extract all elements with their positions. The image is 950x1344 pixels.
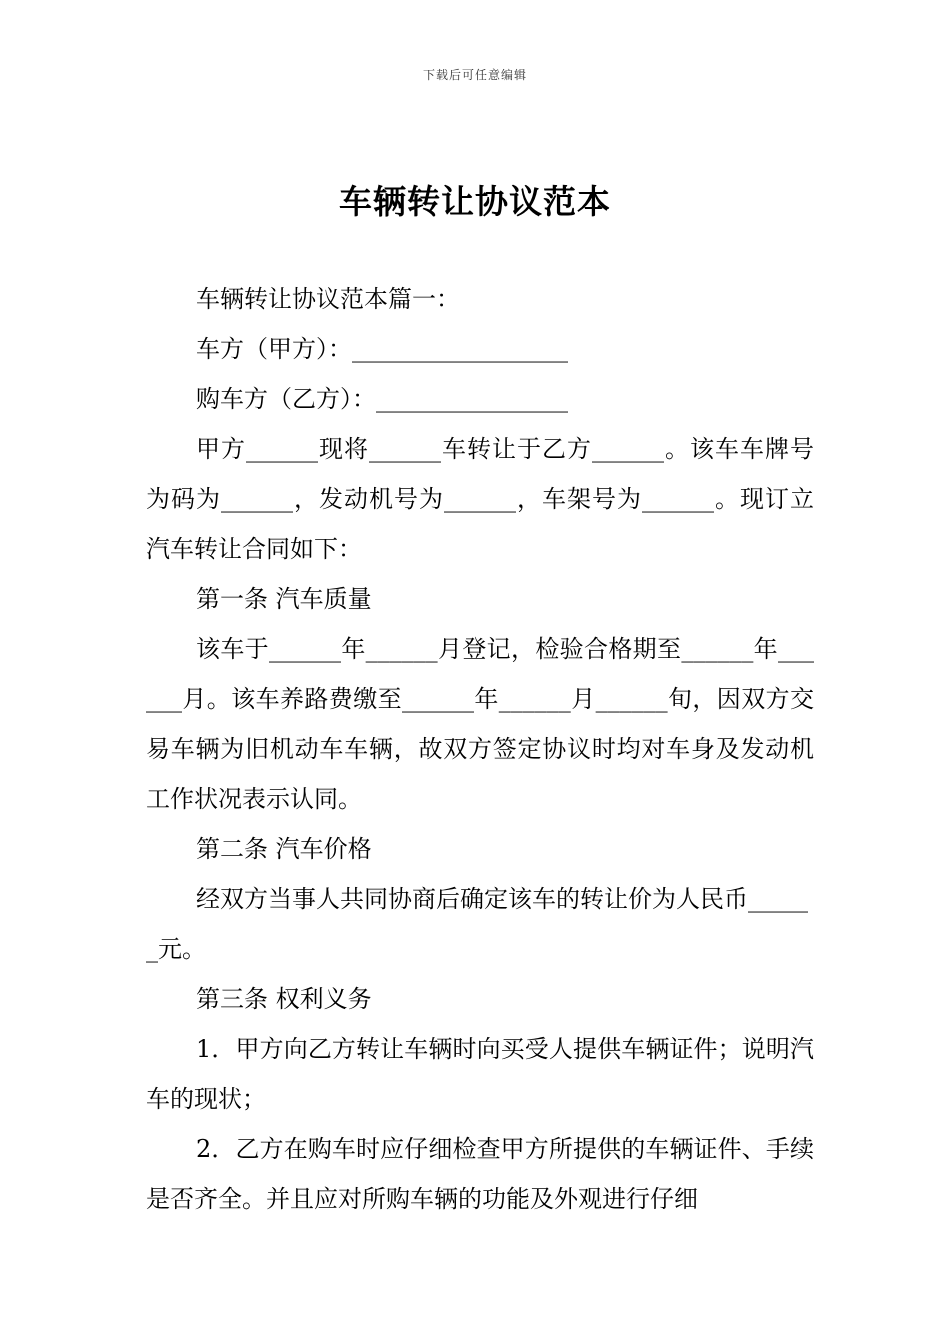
section-heading: 车辆转让协议范本篇一： xyxy=(196,285,460,313)
seller-line: 车方（甲方）：__________________ xyxy=(196,335,568,363)
paragraph-price: 经双方当事人共同协商后确定该车的转让价为人民币______元。 xyxy=(146,885,808,963)
list-item: 2．乙方在购车时应仔细检查甲方所提供的车辆证件、手续是否齐全。并且应对所购车辆的功能及外观进行仔细 xyxy=(146,1135,814,1213)
clause-heading-quality: 第一条 汽车质量 xyxy=(196,585,372,613)
paragraph-intro: 甲方______现将______车转让于乙方______。该车车牌号为码为______，发动机号为______，车架号为______。现订立汽车转让合同如下： xyxy=(146,435,814,563)
list-item: 1．甲方向乙方转让车辆时向买受人提供车辆证件；说明汽车的现状； xyxy=(146,1035,814,1113)
clause-heading-rights: 第三条 权利义务 xyxy=(196,985,372,1013)
document-title: 车辆转让协议范本 xyxy=(339,182,611,221)
clause-heading-price: 第二条 汽车价格 xyxy=(196,835,372,863)
document-body xyxy=(146,274,814,1224)
header-note: 下载后可任意编辑 xyxy=(422,68,527,82)
paragraph-quality: 该车于______年______月登记，检验合格期至______年______月。该车养路费缴至______年______月______旬，因双方交易车辆为旧机动车车辆，故双方签定协议时均对车身及发动机工作状况表示认同。 xyxy=(146,635,814,813)
buyer-line: 购车方（乙方）：________________ xyxy=(196,385,568,413)
